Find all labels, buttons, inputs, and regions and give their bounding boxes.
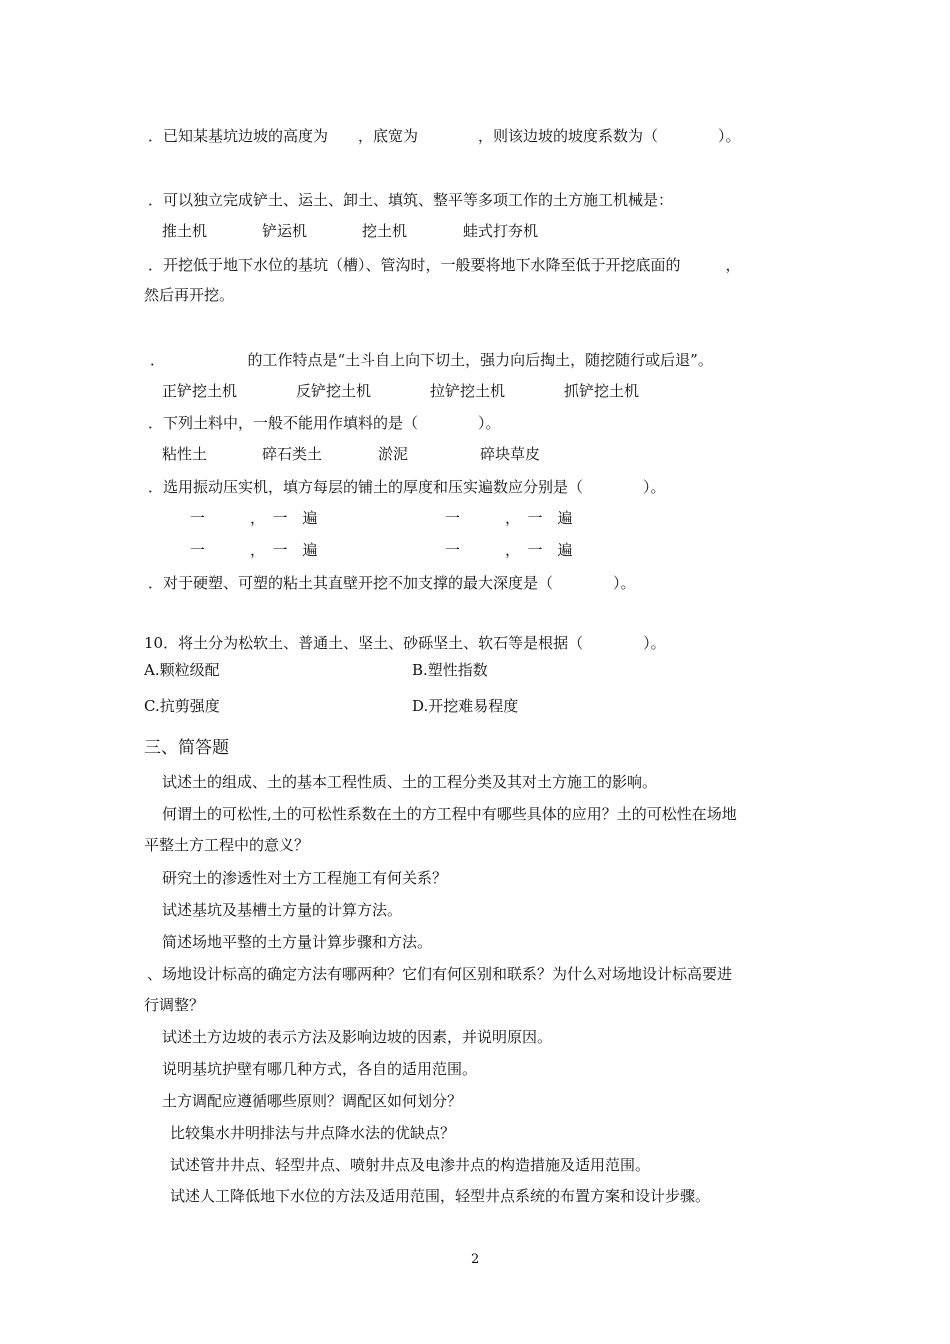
option-text: D.开挖难易程度: [412, 697, 519, 715]
option-text: 粘性土: [162, 445, 208, 463]
question-7: ．下列土料中，一般不能用作填料的是（ ）。: [148, 414, 501, 432]
option-text: 碎石类土: [262, 445, 323, 463]
option-text: 挖土机: [362, 222, 408, 240]
short-answer-item: 平整土方工程中的意义？: [144, 836, 310, 854]
short-answer-item: 比较集水井明排法与井点降水法的优缺点？: [170, 1124, 456, 1142]
question-3: ．已知某基坑边坡的高度为 ，底宽为 ，则该边坡的坡度系数为（ ）。: [148, 127, 741, 145]
short-answer-item: 何谓土的可松性,土的可松性系数在土的方工程中有哪些具体的应用？土的可松性在场地: [162, 805, 737, 823]
option-text: 铲运机: [262, 222, 308, 240]
short-answer-item: 试述土方边坡的表示方法及影响边坡的因素，并说明原因。: [162, 1028, 553, 1046]
option-text: A.颗粒级配: [144, 661, 220, 679]
question-5-line-1: ．开挖低于地下水位的基坑（槽）、管沟时，一般要将地下水降至低于开挖底面的 ，: [148, 256, 741, 274]
question-4: ．可以独立完成铲土、运土、卸土、填筑、整平等多项工作的土方施工机械是：: [148, 191, 674, 209]
question-6: ． 的工作特点是“土斗自上向下切土，强力向后掏土，随挖随行或后退”。: [150, 351, 713, 369]
option-text: 推土机: [162, 222, 208, 240]
option-text: B.塑性指数: [412, 661, 488, 679]
option-text: 抓铲挖土机: [564, 382, 640, 400]
short-answer-item: 说明基坑护壁有哪几种方式，各自的适用范围。: [162, 1060, 478, 1078]
option-text: 拉铲挖土机: [430, 382, 506, 400]
short-answer-item: 研究土的渗透性对土方工程施工有何关系？: [162, 869, 448, 887]
question-9: ．对于硬塑、可塑的粘土其直壁开挖不加支撑的最大深度是（ ）。: [148, 574, 636, 592]
option-text: 蛙式打夯机: [463, 222, 539, 240]
question-8: ．选用振动压实机，填方每层的铺土的厚度和压实遍数应分别是（ ）。: [148, 478, 666, 496]
short-answer-item: 试述人工降低地下水位的方法及适用范围，轻型井点系统的布置方案和设计步骤。: [170, 1187, 711, 1205]
page-number: 2: [471, 1252, 480, 1267]
option-text: C.抗剪强度: [144, 697, 220, 715]
option-text: 淤泥: [378, 445, 409, 463]
option-text: 一 ， 一 遍: [190, 509, 318, 527]
option-text: 正铲挖土机: [162, 382, 238, 400]
short-answer-item: 行调整？: [144, 996, 205, 1014]
option-text: 一 ， 一 遍: [190, 541, 318, 559]
short-answer-item: 、场地设计标高的确定方法有哪两种？它们有何区别和联系？为什么对场地设计标高要进: [147, 965, 733, 983]
option-text: 一 ， 一 遍: [445, 509, 573, 527]
question-10: 10．将土分为松软土、普通土、坚土、砂砾坚土、软石等是根据（ ）。: [144, 634, 666, 652]
short-answer-item: 土方调配应遵循哪些原则？调配区如何划分？: [162, 1092, 463, 1110]
short-answer-item: 试述基坑及基槽土方量的计算方法。: [162, 901, 403, 919]
option-text: 反铲挖土机: [296, 382, 372, 400]
short-answer-item: 试述管井井点、轻型井点、喷射井点及电渗井点的构造措施及适用范围。: [170, 1156, 651, 1174]
short-answer-item: 试述土的组成、土的基本工程性质、土的工程分类及其对土方施工的影响。: [162, 773, 658, 791]
option-text: 一 ， 一 遍: [445, 541, 573, 559]
option-text: 碎块草皮: [480, 445, 541, 463]
question-5-line-2: 然后再开挖。: [144, 286, 235, 304]
short-answer-item: 简述场地平整的土方量计算步骤和方法。: [162, 933, 433, 951]
section-heading: 三、简答题: [144, 738, 229, 758]
